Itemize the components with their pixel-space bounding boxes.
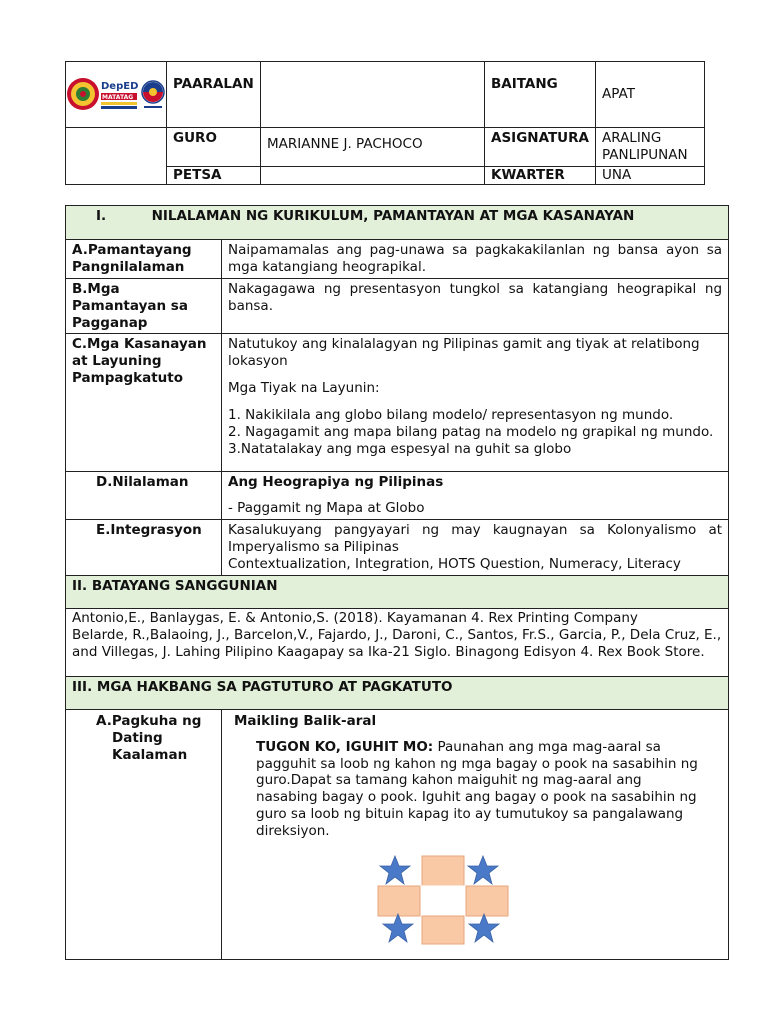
petsa-label: PETSA	[167, 166, 261, 184]
box-west	[378, 886, 420, 916]
lesson-plan-table	[65, 205, 729, 960]
tiyak-layunin-label: Mga Tiyak na Layunin:	[228, 380, 380, 397]
star-northwest-icon	[380, 856, 410, 884]
balik-aral-heading: Maikling Balik-aral	[234, 712, 377, 729]
pamantayang-pangnilalaman-label: A.Pamantayang Pangnilalaman	[66, 240, 222, 279]
list-item: 2. Nagagamit ang mapa bilang patag na modelo ng grapikal ng mundo.	[228, 423, 714, 440]
paaralan-label: PAARALAN	[167, 62, 261, 128]
activity-text: Paunahan ang mga mag-aaral sa pagguhit sa loob ng kahon ng mga bagay o pook na sasabihin ng guro.Dapat sa tamang kahon maiguhit ng mag-aaral ang nasabing bagay o pook. Iguhit ang bagay o pook na sasabihin ng guro sa loob ng bituin kapag ito ay tumutukoy sa pangalawang direksiyon.	[256, 738, 698, 839]
reference-2: Belarde, R.,Balaoing, J., Barcelon,V., Fajardo, J., Daroni, C., Santos, Fr.S., Garcia, P., Dela Cruz, E., and Villegas, J. Lahing Pilipino Kaagapay sa Ika-21 Siglo. Binagong Edisyon 4. Rex Book Store.	[72, 626, 722, 660]
kasanayan-label: C.Mga Kasanayan at Layuning Pampagkatuto	[66, 334, 222, 472]
header-table	[65, 61, 705, 185]
references-cell	[66, 608, 729, 676]
section2-header: II. BATAYANG SANGGUNIAN	[66, 575, 729, 608]
nilalaman-title: Ang Heograpiya ng Pilipinas	[228, 474, 444, 491]
asignatura-value[interactable]: ARALING PANLIPUNAN	[596, 128, 705, 167]
nilalaman-label: D.Nilalaman	[66, 472, 222, 520]
box-center	[422, 886, 464, 916]
layunin-list	[228, 407, 722, 458]
paaralan-value[interactable]	[261, 62, 485, 128]
pagkuha-cell	[222, 709, 729, 959]
guro-value[interactable]: MARIANNE J. PACHOCO	[261, 128, 485, 167]
kasanayan-intro: Natutukoy ang kinalalagyan ng Pilipinas gamit ang tiyak at relatibong lokasyon	[228, 336, 700, 370]
integrasyon-value1: Kasalukuyang pangyayari ng may kaugnayan sa Kolonyalismo at Imperyalismo sa Pilipinas	[228, 522, 723, 555]
star-southeast-icon	[469, 914, 499, 942]
integrasyon-cell	[222, 520, 729, 576]
petsa-value[interactable]	[261, 166, 485, 184]
asignatura-label: ASIGNATURA	[485, 128, 596, 167]
logo-cell-lower	[66, 128, 167, 185]
pamantayan-pagganap-value: Nakagagawa ng presentasyon tungkol sa katangiang heograpikal ng bansa.	[222, 278, 729, 334]
deped-matatag-logo	[101, 81, 138, 109]
direction-diagram	[376, 854, 516, 946]
box-south	[422, 916, 464, 944]
star-northeast-icon	[468, 856, 498, 884]
pamantayang-pangnilalaman-value: Naipamamalas ang pag-unawa sa pagkakakilanlan ng bansa ayon sa mga katangiang heograpikal.	[222, 240, 729, 279]
reference-1: Antonio,E., Banlaygas, E. & Antonio,S. (2018). Kayamanan 4. Rex Printing Company	[72, 609, 638, 626]
section1-header	[66, 206, 729, 240]
pamantayan-pagganap-label: B.Mga Pamantayan sa Pagganap	[66, 278, 222, 334]
nilalaman-cell	[222, 472, 729, 520]
logo-cell	[66, 62, 167, 128]
integrasyon-label: E.Integrasyon	[66, 520, 222, 576]
kasanayan-cell	[222, 334, 729, 472]
activity-title: TUGON KO, IGUHIT MO:	[256, 738, 434, 755]
integrasyon-value2: Contextualization, Integration, HOTS Question, Numeracy, Literacy	[228, 555, 681, 572]
logos-icon	[66, 70, 166, 120]
svg-text:MATATAG: MATATAG	[102, 94, 134, 101]
list-item: 1. Nakikilala ang globo bilang modelo/ representasyon ng mundo.	[228, 407, 674, 423]
star-southwest-icon	[383, 914, 413, 942]
box-east	[466, 886, 508, 916]
kwarter-value[interactable]: UNA	[596, 166, 705, 184]
activity-paragraph	[234, 739, 722, 840]
section1-title: NILALAMAN NG KURIKULUM, PAMANTAYAN AT MGA KASANAYAN	[151, 208, 635, 224]
pagkuha-label-text: A.Pagkuha ng Dating Kaalaman	[96, 712, 202, 763]
school-seal-logo	[67, 78, 99, 110]
list-item: 3.Natatalakay ang mga espesyal na guhit sa globo	[228, 440, 572, 457]
baitang-value[interactable]: APAT	[596, 62, 705, 128]
nilalaman-sub: - Paggamit ng Mapa at Globo	[228, 500, 425, 517]
guro-label: GURO	[167, 128, 261, 167]
section1-number: I.	[96, 208, 107, 224]
svg-text:DepED: DepED	[101, 81, 139, 92]
section3-header: III. MGA HAKBANG SA PAGTUTURO AT PAGKATUTO	[66, 676, 729, 709]
pagkuha-label	[66, 709, 222, 959]
baitang-label: BAITANG	[485, 62, 596, 128]
bagong-pilipinas-logo	[142, 81, 164, 108]
kwarter-label: KWARTER	[485, 166, 596, 184]
box-north	[422, 856, 464, 886]
